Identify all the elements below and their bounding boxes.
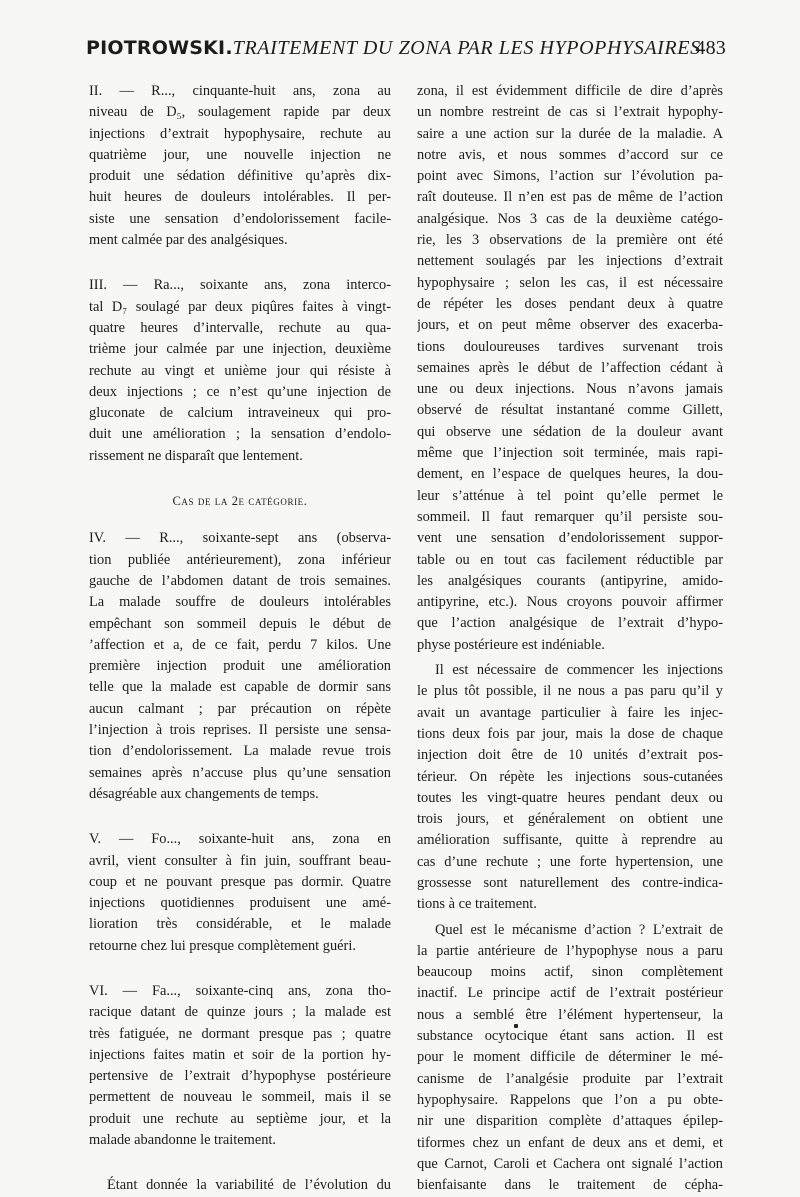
- text-line: rechute au vingt et unième jour qui résiste à: [89, 362, 391, 379]
- text-line: avril, vient consulter à fin juin, souffrant beau-: [89, 852, 391, 869]
- text-line: tion d’endolorissement. La malade revue trois: [89, 743, 391, 760]
- header-author: PIOTROWSKI.: [86, 37, 233, 59]
- text-line: la partie antérieure de l’hypophyse nous a paru: [417, 942, 723, 959]
- text-line: antipyrine, etc.). Nous croyons pouvoir affirmer: [417, 594, 723, 611]
- text-line: première injection produit une amélioration: [89, 658, 391, 675]
- paragraph-1: [417, 81, 723, 656]
- text-line: permettent de nouveau le sommeil, mais il se: [89, 1089, 391, 1106]
- text-line: tal D₇ soulagé par deux piqûres faites à vingt-: [89, 298, 391, 315]
- text-line: térieur. On répète les injections sous-cutanées: [417, 768, 723, 785]
- text-line: Étant donnée la variabilité de l’évolution du: [107, 1177, 391, 1194]
- text-line: zona, il est évidemment difficile de dire d’après: [417, 83, 723, 99]
- text-line: vent une sensation d’endolorissement suppor-: [417, 530, 723, 547]
- text-line: duit une amélioration ; la sensation d’endolo-: [89, 426, 391, 443]
- text-line: substance ocytocique étant sans action. Il est: [417, 1028, 723, 1045]
- text-line: ’affection et a, de ce fait, perdu 7 kilos. Une: [89, 636, 391, 653]
- paragraph-3: [417, 920, 723, 1197]
- text-line: point avec Simons, l’action sur l’évolution pa-: [417, 168, 723, 185]
- text-line: nous a semblé être l’élément hypertenseur, la: [417, 1006, 723, 1023]
- text-line: une ou deux injections. Nous n’avons jamais: [417, 381, 723, 398]
- text-line: retourne chez lui presque complètement guéri.: [89, 937, 356, 954]
- text-line: tion publiée antérieurement), zona inférieur: [89, 551, 391, 568]
- case-2-paragraph: [89, 81, 391, 251]
- text-line: amélioration suffisante, quitte à reprendre au: [417, 832, 723, 849]
- text-line: pertensive de l’extrait d’hypophyse postérieure: [89, 1068, 391, 1085]
- text-line: hypophysaire ; selon les cas, il est nécessaire: [417, 274, 723, 291]
- text-line: tions douloureuses tardives survenant trois: [417, 338, 723, 355]
- page-mark: [514, 1024, 518, 1028]
- text-line: III. — Ra..., soixante ans, zona interco-: [89, 277, 391, 294]
- text-line: semaines après le début de l’affection cédant à: [417, 359, 723, 376]
- text-line: aucun calmant ; par précaution on répète: [89, 700, 391, 717]
- case-4-paragraph: [89, 528, 391, 805]
- text-line: deux injections ; ce n’est qu’une injection de: [89, 383, 391, 400]
- text-line: dement, en l’espace de quelques heures, la dou-: [417, 466, 723, 483]
- text-line: tions à ce traitement.: [417, 896, 537, 913]
- text-line: saire a une action sur la durée de la maladie. A: [417, 125, 723, 142]
- text-line: notre avis, et nous sommes d’accord sur ce: [417, 146, 723, 163]
- text-line: jours, et on peut même observer des exacerba-: [417, 317, 723, 334]
- text-line: V. — Fo..., soixante-huit ans, zona en: [89, 831, 391, 848]
- text-line: gluconate de calcium intraveineux qui pro-: [89, 405, 391, 422]
- text-line: injections d’extrait hypophysaire, rechute au: [89, 125, 391, 142]
- text-line: désagréable aux changements de temps.: [89, 785, 319, 802]
- text-line: II. — R..., cinquante-huit ans, zona au: [89, 83, 391, 99]
- text-line: leur s’atténue à tel point qu’elle permet le: [417, 487, 723, 504]
- text-line: canisme de l’analgésie produite par l’extrait: [417, 1070, 723, 1087]
- text-line: La malade souffre de douleurs intolérables: [89, 594, 391, 611]
- text-line: telle que la malade est capable de dormir sans: [89, 679, 391, 696]
- text-line: injections quotidiennes produisent une amé-: [89, 895, 391, 912]
- text-line: observé de résultat instantané comme Gillett,: [417, 402, 723, 419]
- text-line: cas d’une rechute ; une forte hypertension, une: [417, 853, 723, 870]
- text-line: très fatiguée, ne dormant presque pas ; quatre: [89, 1025, 391, 1042]
- text-line: quatre heures d’intervalle, rechute au qua-: [89, 319, 391, 336]
- text-line: toutes les vingt-quatre heures pendant deux ou: [417, 789, 723, 806]
- text-line: un nombre restreint de cas si l’extrait hypophy-: [417, 104, 723, 121]
- paragraph-2: [417, 660, 723, 916]
- text-line: produit une rechute au septième jour, et la: [89, 1110, 391, 1127]
- header-title: TRAITEMENT DU ZONA PAR LES HYPOPHYSAIRES: [232, 37, 701, 59]
- page-number: 483: [695, 37, 726, 59]
- text-line: VI. — Fa..., soixante-cinq ans, zona tho-: [89, 982, 391, 999]
- text-line: raît douteuse. Il n’en est pas de même de l’action: [417, 189, 723, 206]
- text-line: gauche de l’abdomen datant de trois semaines.: [89, 572, 391, 589]
- text-line: semaines après n’accuse plus qu’une sensation: [89, 764, 391, 781]
- text-line: sommeil. Il faut remarquer qu’il persiste sou-: [417, 508, 723, 525]
- text-line: les analgésiques courants (antipyrine, amido-: [417, 572, 723, 589]
- text-line: pour le moment difficile de déterminer le mé-: [417, 1049, 723, 1066]
- text-line: trois jours, et généralement on obtient une: [417, 811, 723, 828]
- text-line: Quel est le mécanisme d’action ? L’extrait de: [435, 921, 723, 938]
- text-line: avait un avantage particulier à faire les injec-: [417, 704, 723, 721]
- text-line: grossesse sont naturellement des contre-indica-: [417, 874, 723, 891]
- right-column: [417, 81, 723, 1196]
- text-line: niveau de D₅, soulagement rapide par deux: [89, 104, 391, 121]
- text-line: rie, les 3 observations de la première ont été: [417, 232, 723, 249]
- text-line: siste une sensation d’endolorissement facile-: [89, 210, 391, 227]
- text-line: quatrième jour, une nouvelle injection ne: [89, 146, 391, 163]
- text-line: Il est nécessaire de commencer les injections: [435, 662, 723, 679]
- text-line: que l’action analgésique de l’extrait d’hypo-: [417, 615, 723, 632]
- text-line: malade abandonne le traitement.: [89, 1132, 276, 1149]
- text-line: nettement soulagés par les injections d’extrait: [417, 253, 723, 270]
- text-line: lioration très considérable, et le malade: [89, 916, 391, 933]
- text-line: injection doit être de 10 unités d’extrait pos-: [417, 747, 723, 764]
- text-line: coup et ne pouvant presque pas dormir. Quatre: [89, 873, 391, 890]
- text-line: rissement ne disparaît que lentement.: [89, 447, 303, 464]
- running-header: [86, 37, 726, 60]
- text-line: injections faites matin et soir de la portion hy-: [89, 1046, 391, 1063]
- text-line: trième jour calmée par une injection, deuxième: [89, 341, 391, 358]
- text-line: beaucoup moins actif, sinon complètement: [417, 964, 723, 981]
- text-line: huit heures de douleurs intolérables. Il per-: [89, 189, 391, 206]
- text-line: de répéter les doses pendant deux à quatre: [417, 295, 723, 312]
- text-line: physe postérieure est indéniable.: [417, 636, 605, 653]
- closing-paragraph: [89, 1175, 391, 1196]
- text-line: table ou en tout cas facilement réductible par: [417, 551, 723, 568]
- case-3-paragraph: [89, 275, 391, 467]
- section-heading: Cas de la 2e catégorie.: [172, 494, 308, 509]
- text-line: qui observe une sédation de la douleur avant: [417, 423, 723, 440]
- text-line: hypophysaire. Rappelons que l’on a pu obte-: [417, 1091, 723, 1108]
- text-line: inactif. Le principe actif de l’extrait postérieur: [417, 985, 723, 1002]
- text-line: ment calmée par des analgésiques.: [89, 232, 288, 249]
- text-line: racique datant de quinze jours ; la malade est: [89, 1004, 391, 1021]
- text-line: l’injection à trois reprises. Il persiste une sensa-: [89, 722, 391, 739]
- text-line: nir une disparition complète d’attaques épilep-: [417, 1113, 723, 1130]
- text-line: bienfaisante dans le traitement de cépha-: [417, 1177, 723, 1194]
- text-line: le plus tôt possible, il ne nous a pas paru qu’il y: [417, 683, 723, 700]
- text-line: tions deux fois par jour, mais la dose de chaque: [417, 725, 723, 742]
- text-line: empêchant son sommeil depuis le début de: [89, 615, 391, 632]
- left-column: [89, 81, 391, 1197]
- text-line: tiformes chez un enfant de deux ans et demi, et: [417, 1134, 723, 1151]
- text-line: IV. — R..., soixante-sept ans (observa-: [89, 530, 391, 547]
- case-5-paragraph: [89, 829, 391, 957]
- text-line: que Carnot, Caroli et Cachera ont signalé l’action: [417, 1155, 723, 1172]
- case-6-paragraph: [89, 981, 391, 1151]
- text-line: produit une sédation définitive qu’après dix-: [89, 168, 391, 185]
- text-line: analgésique. Nos 3 cas de la deuxième catégo-: [417, 210, 723, 227]
- text-line: même que l’injection soit terminée, mais rapi-: [417, 445, 723, 462]
